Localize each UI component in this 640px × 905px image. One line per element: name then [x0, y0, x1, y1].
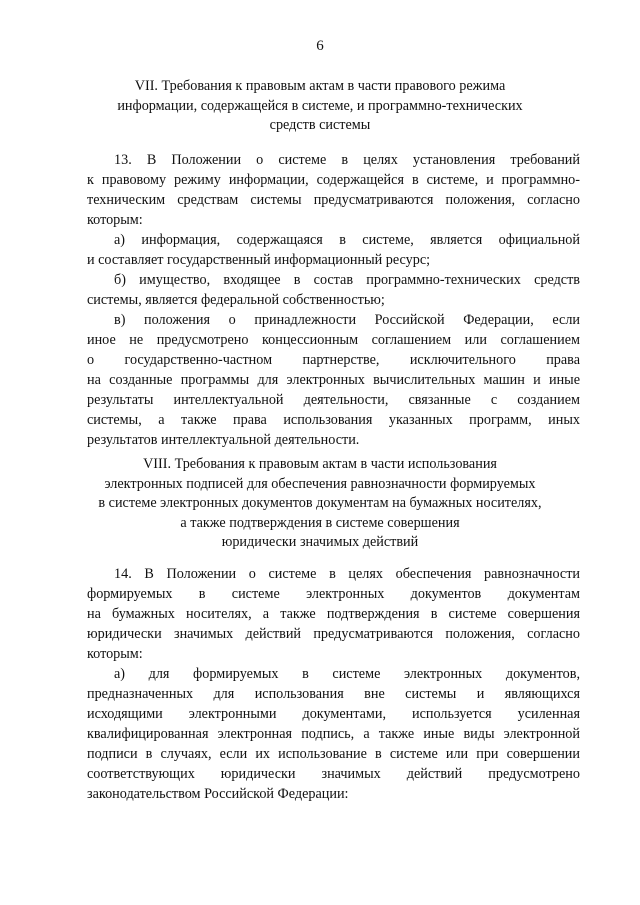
text-line: а) для формируемых в системе электронных документов,	[114, 666, 580, 682]
heading-line: а также подтверждения в системе совершения	[180, 514, 460, 531]
text-line: подписи в случаях, если их использование в системе или при совершении	[87, 746, 580, 762]
text-line: формируемых в системе электронных документов документам	[87, 586, 580, 602]
heading-line: VII. Требования к правовым актам в части правового режима	[134, 78, 506, 94]
text-line: исходящими электронными документами, используется усиленная	[87, 706, 580, 722]
text-line: в) положения о принадлежности Российской Федерации, если	[114, 312, 580, 328]
heading-line: средств системы	[269, 117, 371, 133]
heading-line: юридически значимых действий	[221, 534, 419, 550]
heading-line: электронных подписей для обеспечения равнозначности формируемых	[104, 475, 536, 492]
text-line: о государственно-частном партнерстве, исключительного права	[87, 352, 580, 368]
text-line: 13. В Положении о системе в целях установления требований	[114, 152, 580, 168]
text-line: иное не предусмотрено концессионным соглашением или соглашением	[87, 332, 580, 348]
text-line: б) имущество, входящее в состав программно-технических средств	[114, 272, 580, 288]
text-line: соответствующих юридически значимых действий предусмотрено	[87, 766, 580, 782]
text-line: предназначенных для использования вне системы и являющихся	[87, 686, 580, 702]
text-line: системы, является федеральной собственностью;	[87, 292, 385, 308]
heading-line: в системе электронных документов документам на бумажных носителях,	[98, 495, 542, 511]
heading-line: VIII. Требования к правовым актам в части использования	[143, 456, 497, 472]
section-8-heading	[60, 455, 580, 553]
text-line: системы, а также права использования указанных программ, иных	[87, 412, 580, 428]
text-line: 14. В Положении о системе в целях обеспечения равнозначности	[114, 566, 580, 582]
text-line: квалифицированная электронная подпись, а также иные виды электронной	[87, 726, 580, 742]
text-line: результаты интеллектуальной деятельности, связанные с созданием	[87, 392, 580, 408]
heading-line: информации, содержащейся в системе, и программно-технических	[117, 97, 523, 114]
text-line: на бумажных носителях, а также подтверждения в системе совершения	[87, 606, 580, 622]
text-line: и составляет государственный информационный ресурс;	[87, 252, 431, 268]
text-line: законодательством Российской Федерации:	[87, 786, 349, 802]
page-number: 6	[316, 38, 324, 54]
text-line: юридически значимых действий предусматриваются положения, согласно	[87, 626, 580, 642]
text-line: а) информация, содержащаяся в системе, является официальной	[114, 232, 580, 248]
text-line: результатов интеллектуальной деятельности.	[87, 432, 360, 448]
text-line: техническим средствам системы предусматриваются положения, согласно	[87, 192, 580, 208]
text-line: на созданные программы для электронных вычислительных машин и иные	[87, 372, 580, 388]
text-line: которым:	[87, 212, 143, 228]
section-7-heading	[60, 77, 580, 136]
text-line: которым:	[87, 646, 143, 662]
text-line: к правовому режиму информации, содержащейся в системе, и программно-	[87, 172, 580, 188]
